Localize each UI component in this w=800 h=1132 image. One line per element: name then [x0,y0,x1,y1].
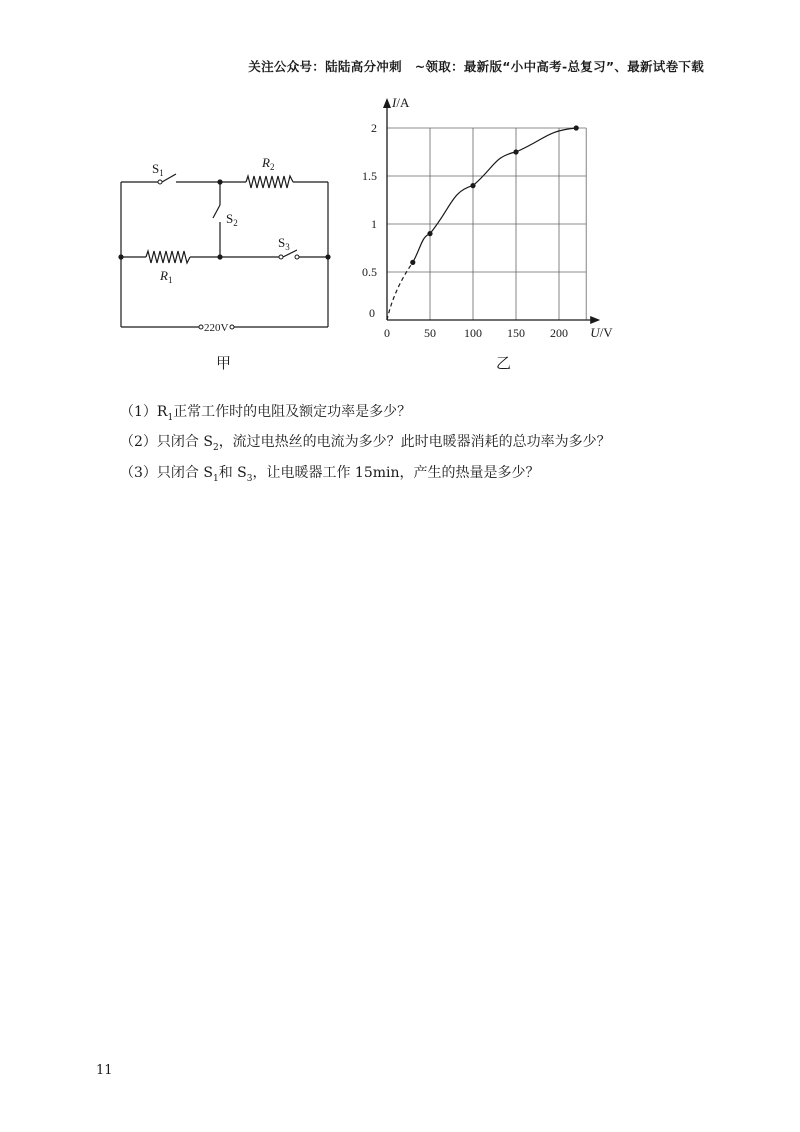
resistor-r1-zigzag [146,251,190,263]
x-axis-label: U/V [590,325,613,340]
y-tick-label: 1.5 [362,169,377,183]
graph-caption: 乙 [496,354,512,372]
x-tick-label: 150 [507,326,525,340]
x-tick-label: 100 [464,326,482,340]
data-point [513,149,518,154]
data-point [574,125,579,130]
resistor-r2-zigzag [246,176,293,188]
switch-s1-label: $S_1$ [152,161,164,178]
switch-s2-label: $S_2$ [226,211,238,228]
circuit-diagram [110,150,340,340]
question-2: （2）只闭合 $S_2$，流过电热丝的电流为多少？此时电暖器消耗的总功率为多少？ [120,434,611,453]
source-voltage-label: 220V [204,322,229,334]
grid [387,128,586,320]
iu-graph [350,90,650,350]
page-header: 关注公众号：陆陆高分冲刺 ~领取：最新版“小中高考-总复习”、最新试卷下载 [248,59,704,74]
question-3: （3）只闭合 $S_1$和 $S_3$，让电暖器工作 15min，产生的热量是多少？ [120,465,540,484]
data-point [410,260,415,265]
origin-label: 0 [369,306,375,320]
circuit-caption: 甲 [216,354,232,372]
data-point [470,183,475,188]
data-points [410,125,579,265]
tick-labels [362,121,568,340]
resistor-r1-label: $R_1$ [160,268,173,285]
x-tick-label: 0 [384,326,390,340]
question-1: $(1)R_1$正常工作时的电阻及额定功率是多少？ [120,404,412,423]
curve-solid [413,128,576,262]
page-number: 11 [96,1063,113,1078]
x-tick-label: 200 [550,326,568,340]
axes [383,98,600,324]
switch-s3-label: $S_3$ [278,235,290,252]
y-tick-label: 1 [371,217,377,231]
y-axis-label: I/A [392,95,410,110]
resistor-r2-label: $R_2$ [262,155,275,172]
data-point [427,231,432,236]
y-tick-label: 0.5 [362,265,377,279]
curve-dashed-segment [387,262,413,320]
y-axis-arrow [383,98,391,108]
x-tick-label: 50 [424,326,436,340]
y-tick-label: 2 [371,121,377,135]
x-axis-arrow [590,316,600,324]
